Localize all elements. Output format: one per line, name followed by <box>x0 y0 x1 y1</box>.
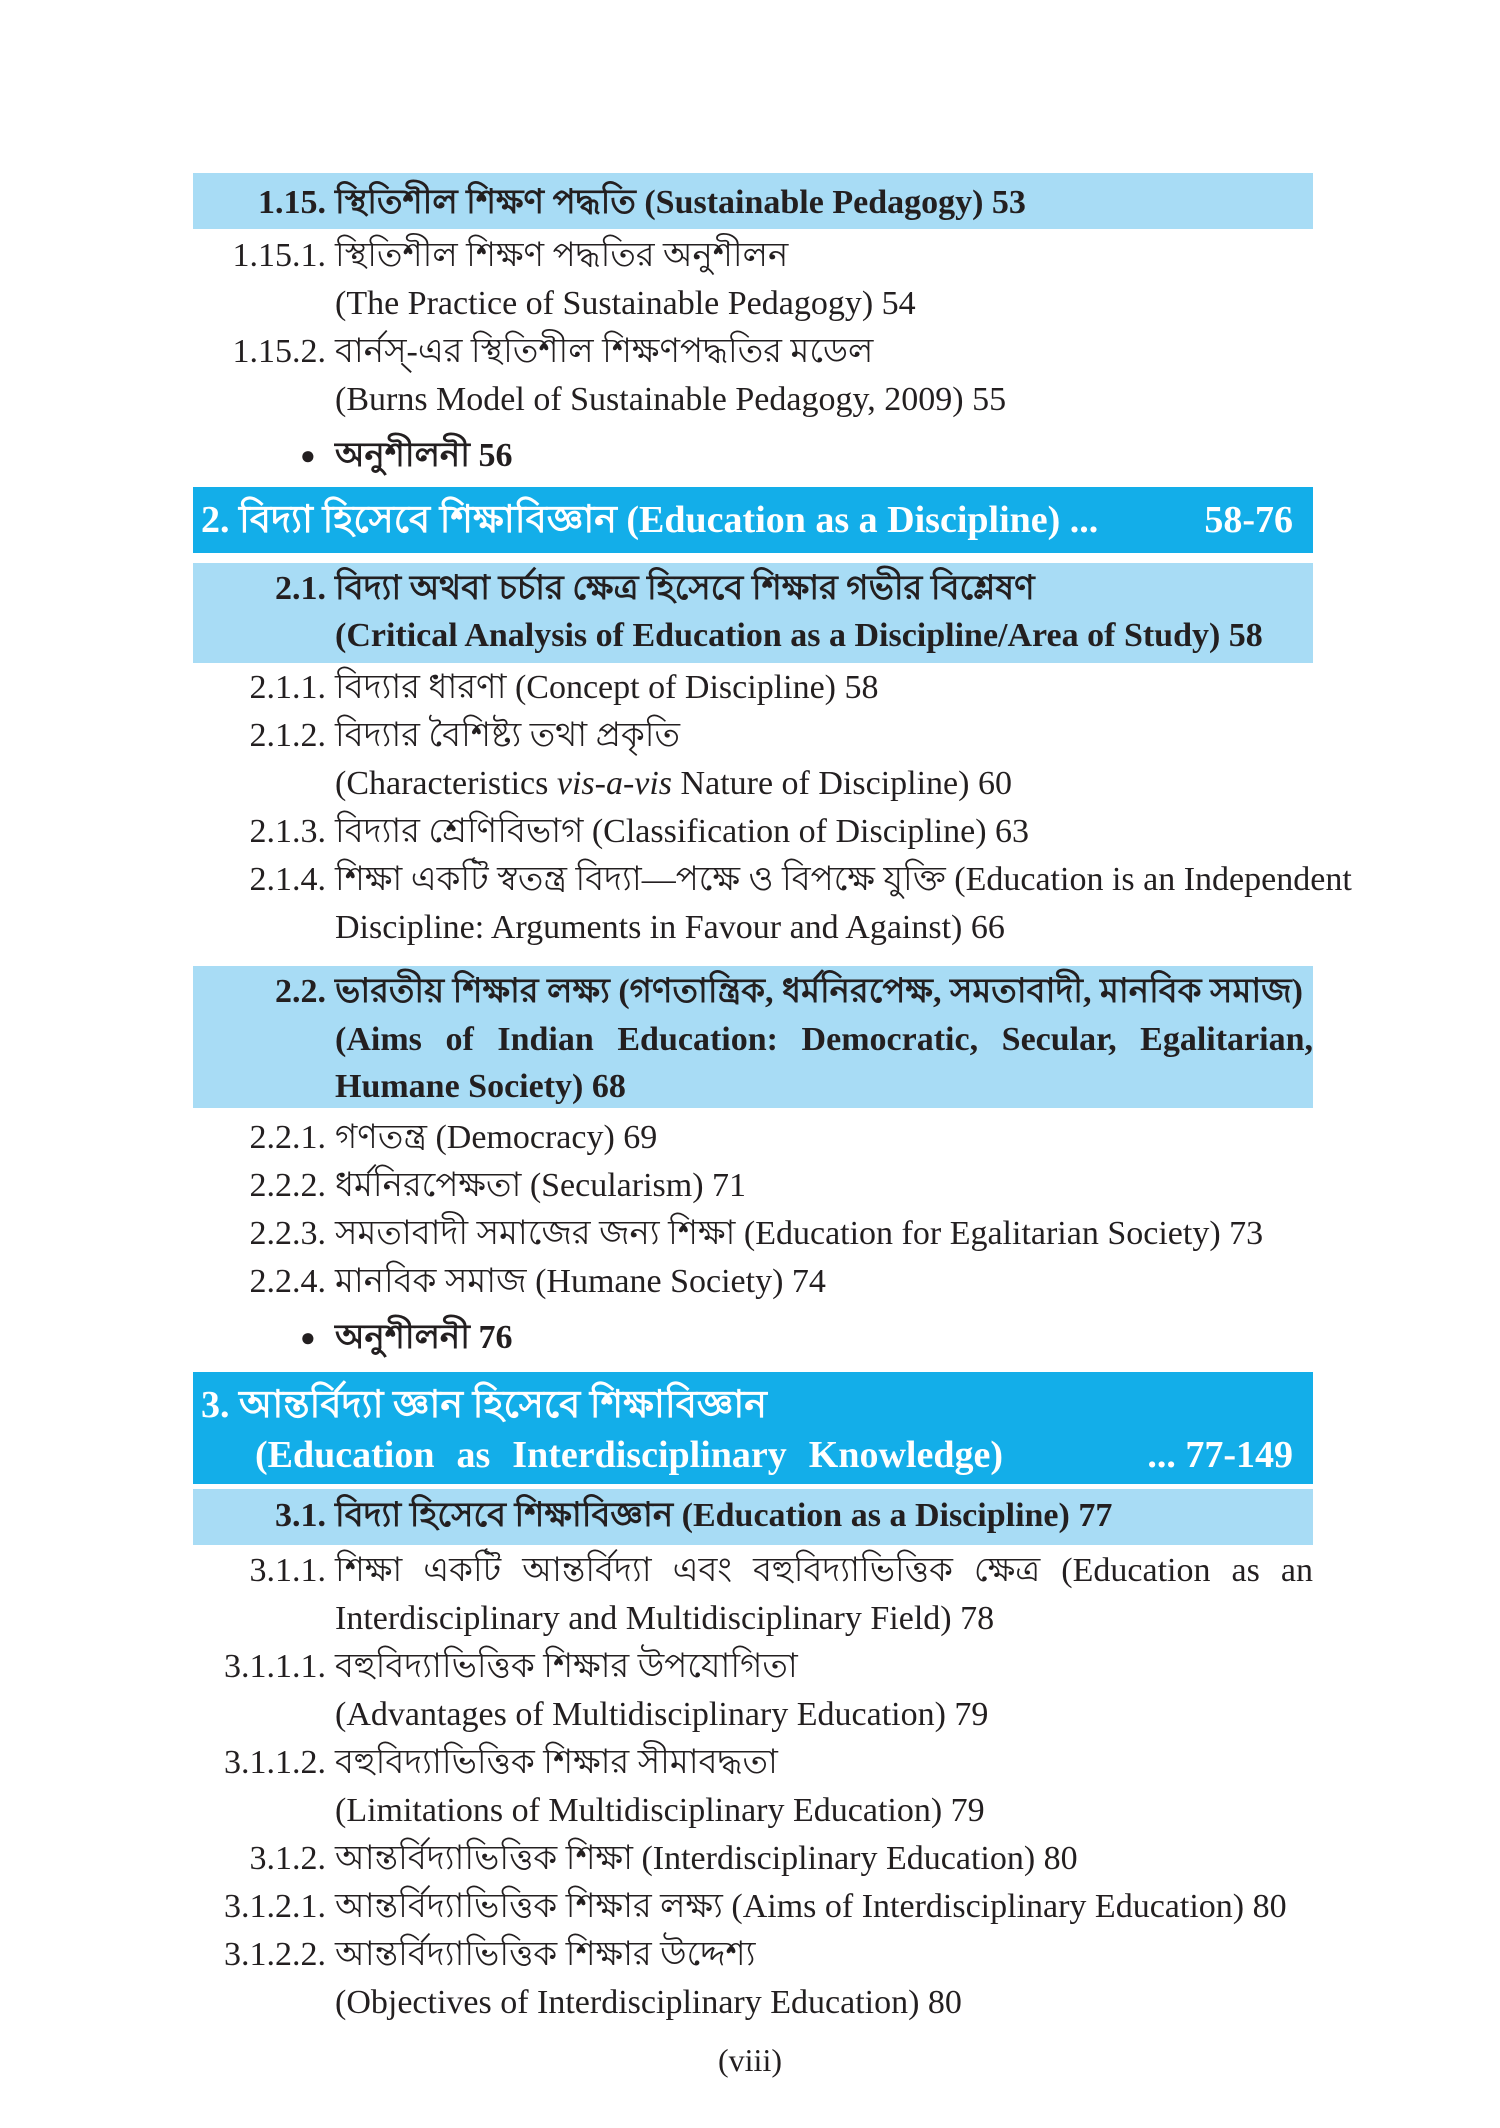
entry-title: বিদ্যার শ্রেণিবিভাগ (Classification of Discipline) 63 <box>335 813 1030 850</box>
entry-number: 3.1.2. <box>249 1840 326 1877</box>
section-number: 2.2. <box>275 973 326 1010</box>
page-number: (viii) <box>718 2042 782 2078</box>
entry-subtitle: (Advantages of Multidisciplinary Education) 79 <box>335 1696 989 1733</box>
entry-title: ধর্মনিরপেক্ষতা (Secularism) 71 <box>335 1167 747 1204</box>
toc-entry-1-15-2-cont[interactable] <box>193 376 1313 424</box>
section-number: 1.15. <box>258 184 326 221</box>
entry-title: বার্নস্-এর স্থিতিশীল শিক্ষণপদ্ধতির মডেল <box>335 333 874 370</box>
toc-section-2-2[interactable] <box>193 968 1313 1016</box>
entry-subtitle: Discipline: Arguments in Favour and Against) 66 <box>335 909 1005 946</box>
chapter-title: 3. আন্তর্বিদ্যা জ্ঞান হিসেবে শিক্ষাবিজ্ঞান <box>201 1384 767 1426</box>
toc-entry-2-1-3[interactable] <box>193 808 1313 856</box>
toc-entry-2-1-4[interactable] <box>193 856 1352 904</box>
toc-entry-2-1-4-cont[interactable] <box>193 904 1313 952</box>
toc-entry-3-1-2-2-cont[interactable] <box>193 1979 1313 2027</box>
toc-chapter-3[interactable] <box>193 1379 1313 1431</box>
exercise-label: অনুশীলনী 56 <box>335 437 513 474</box>
entry-number: 2.2.3. <box>249 1215 326 1252</box>
toc-entry-3-1-2[interactable] <box>193 1835 1313 1883</box>
section-subtitle: Humane Society) 68 <box>335 1068 626 1105</box>
entry-number: 2.1.1. <box>249 669 326 706</box>
entry-number: 2.1.3. <box>249 813 326 850</box>
section-number: 2.1. <box>275 570 326 607</box>
toc-section-2-2-cont1[interactable] <box>193 1016 1313 1064</box>
entry-number: 2.2.4. <box>249 1263 326 1300</box>
entry-number: 1.15.1. <box>232 237 326 274</box>
entry-subtitle: (Burns Model of Sustainable Pedagogy, 2009) 55 <box>335 381 1007 418</box>
entry-number: 3.1.1. <box>249 1552 326 1589</box>
toc-section-2-1[interactable] <box>193 565 1313 613</box>
section-title: বিদ্যা অথবা চর্চার ক্ষেত্র হিসেবে শিক্ষার গভীর বিশ্লেষণ <box>335 570 1035 607</box>
exercise-label: অনুশীলনী 76 <box>335 1319 513 1356</box>
toc-entry-3-1-2-1[interactable] <box>193 1883 1313 1931</box>
section-title: ভারতীয় শিক্ষার লক্ষ্য (গণতান্ত্রিক, ধর্মনিরপেক্ষ, সমতাবাদী, মানবিক সমাজ) <box>335 973 1303 1010</box>
toc-chapter-3-cont[interactable] <box>193 1429 1313 1481</box>
toc-entry-3-1-1-1[interactable] <box>193 1643 1313 1691</box>
entry-number: 2.2.1. <box>249 1119 326 1156</box>
toc-entry-2-2-2[interactable] <box>193 1162 1313 1210</box>
toc-entry-1-15-2[interactable] <box>193 328 1313 376</box>
entry-title: সমতাবাদী সমাজের জন্য শিক্ষা (Education for Egalitarian Society) 73 <box>335 1215 1264 1252</box>
entry-title: মানবিক সমাজ (Humane Society) 74 <box>335 1263 826 1300</box>
chapter-title: 2. বিদ্যা হিসেবে শিক্ষাবিজ্ঞান (Education as a Discipline) ... <box>201 499 1099 541</box>
section-subtitle: (Aims of Indian Education: Democratic, Secular, Egalitarian, <box>335 1021 1313 1058</box>
entry-title: আন্তর্বিদ্যাভিত্তিক শিক্ষার লক্ষ্য (Aims of Interdisciplinary Education) 80 <box>335 1888 1287 1925</box>
toc-entry-2-2-1[interactable] <box>193 1114 1313 1162</box>
entry-title: আন্তর্বিদ্যাভিত্তিক শিক্ষা (Interdisciplinary Education) 80 <box>335 1840 1078 1877</box>
bullet-icon: ● <box>300 1323 316 1352</box>
entry-title: বহুবিদ্যাভিত্তিক শিক্ষার সীমাবদ্ধতা <box>335 1744 778 1781</box>
toc-section-2-1-cont[interactable] <box>193 612 1313 660</box>
entry-number: 3.1.2.1. <box>224 1888 326 1925</box>
entry-number: 3.1.1.2. <box>224 1744 326 1781</box>
toc-entry-2-1-2-cont[interactable] <box>193 760 1313 808</box>
entry-number: 3.1.1.1. <box>224 1648 326 1685</box>
section-title: বিদ্যা হিসেবে শিক্ষাবিজ্ঞান (Education as a Discipline) 77 <box>335 1497 1113 1534</box>
entry-title: শিক্ষা একটি আন্তর্বিদ্যা এবং বহুবিদ্যাভিত্তিক ক্ষেত্র (Education as an <box>335 1552 1313 1589</box>
entry-subtitle: Interdisciplinary and Multidisciplinary Field) 78 <box>335 1600 995 1637</box>
toc-entry-3-1-1-2[interactable] <box>193 1739 1313 1787</box>
toc-section-1-15[interactable] <box>193 179 1313 227</box>
subtitle-part: (Characteristics <box>335 765 557 802</box>
toc-chapter-2[interactable] <box>193 494 1313 546</box>
entry-subtitle: (The Practice of Sustainable Pedagogy) 54 <box>335 285 916 322</box>
section-number: 3.1. <box>275 1497 326 1534</box>
toc-section-2-2-cont2[interactable] <box>193 1063 1313 1111</box>
entry-number: 3.1.2.2. <box>224 1936 326 1973</box>
toc-exercise-1[interactable] <box>193 432 1313 480</box>
entry-subtitle: (Objectives of Interdisciplinary Education) 80 <box>335 1984 962 2021</box>
entry-number: 2.1.4. <box>249 861 326 898</box>
toc-entry-3-1-1-cont[interactable] <box>193 1595 1313 1643</box>
chapter-pages: 58-76 <box>1204 499 1293 541</box>
toc-entry-1-15-1[interactable] <box>193 232 1313 280</box>
entry-number: 1.15.2. <box>232 333 326 370</box>
entry-subtitle: (Limitations of Multidisciplinary Education) 79 <box>335 1792 985 1829</box>
toc-entry-2-1-2[interactable] <box>193 712 1313 760</box>
toc-entry-1-15-1-cont[interactable] <box>193 280 1313 328</box>
entry-subtitle <box>335 760 1012 808</box>
entry-title: গণতন্ত্র (Democracy) 69 <box>335 1119 658 1156</box>
entry-number: 2.1.2. <box>249 717 326 754</box>
subtitle-part: Nature of Discipline) 60 <box>672 765 1012 802</box>
toc-entry-3-1-2-2[interactable] <box>193 1931 1313 1979</box>
chapter-pages: ... 77-149 <box>1147 1434 1293 1476</box>
chapter-subtitle: (Education as Interdisciplinary Knowledge) <box>255 1434 1003 1476</box>
toc-entry-2-1-1[interactable] <box>193 664 1313 712</box>
entry-title: শিক্ষা একটি স্বতন্ত্র বিদ্যা—পক্ষে ও বিপক্ষে যুক্তি (Education is an Independent <box>335 861 1352 898</box>
toc-entry-2-2-4[interactable] <box>193 1258 1313 1306</box>
toc-section-3-1[interactable] <box>193 1492 1313 1540</box>
toc-exercise-2[interactable] <box>193 1314 1313 1362</box>
entry-title: আন্তর্বিদ্যাভিত্তিক শিক্ষার উদ্দেশ্য <box>335 1936 756 1973</box>
section-subtitle: (Critical Analysis of Education as a Discipline/Area of Study) 58 <box>335 617 1263 654</box>
entry-title: স্থিতিশীল শিক্ষণ পদ্ধতির অনুশীলন <box>335 237 789 274</box>
entry-title: বহুবিদ্যাভিত্তিক শিক্ষার উপযোগিতা <box>335 1648 798 1685</box>
entry-title: বিদ্যার বৈশিষ্ট্য তথা প্রকৃতি <box>335 717 680 754</box>
section-title: স্থিতিশীল শিক্ষণ পদ্ধতি (Sustainable Pedagogy) 53 <box>335 184 1026 221</box>
subtitle-italic: vis-a-vis <box>556 765 673 802</box>
toc-entry-3-1-1[interactable] <box>193 1547 1313 1595</box>
entry-number: 2.2.2. <box>249 1167 326 1204</box>
toc-entry-3-1-1-2-cont[interactable] <box>193 1787 1313 1835</box>
toc-entry-3-1-1-1-cont[interactable] <box>193 1691 1313 1739</box>
bullet-icon: ● <box>300 441 316 470</box>
entry-title: বিদ্যার ধারণা (Concept of Discipline) 58 <box>335 669 879 706</box>
toc-entry-2-2-3[interactable] <box>193 1210 1313 1258</box>
